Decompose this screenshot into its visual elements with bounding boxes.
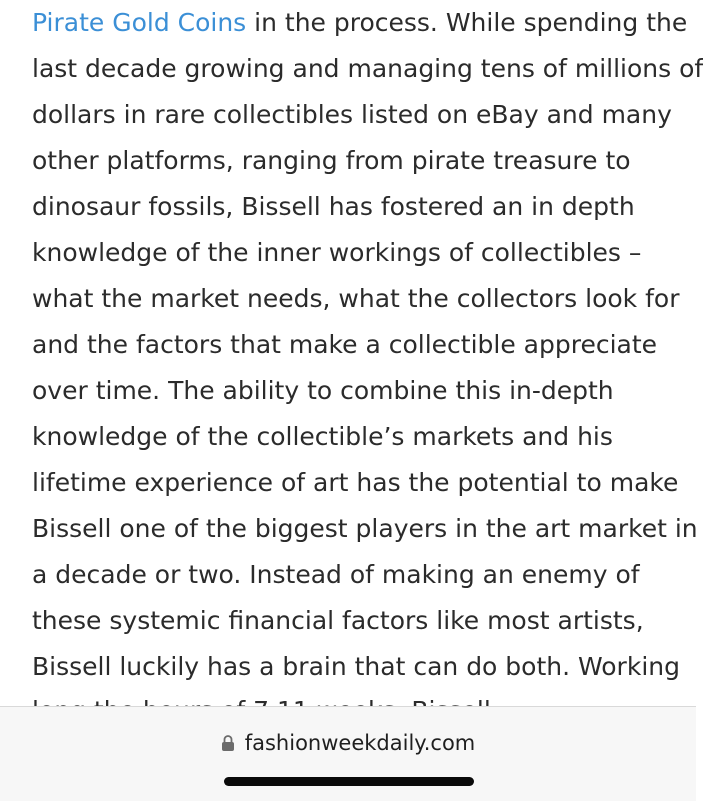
article-line-6: knowledge of the inner workings of collectibles –: [32, 238, 642, 267]
article-line-10: knowledge of the collectible’s markets and his: [32, 422, 613, 451]
browser-bottom-bar: [0, 706, 696, 801]
article-line-14: these systemic financial factors like most artists,: [32, 606, 644, 635]
lock-icon: [221, 734, 235, 752]
article-line-7: what the market needs, what the collectors look for: [32, 284, 680, 313]
article-line-12: Bissell one of the biggest players in the art market in: [32, 514, 698, 543]
article-line-3: dollars in rare collectibles listed on eBay and many: [32, 100, 672, 129]
url-text[interactable]: fashionweekdaily.com: [244, 731, 476, 755]
article-line-2: last decade growing and managing tens of millions of: [32, 54, 703, 83]
article-line-4: other platforms, ranging from pirate treasure to: [32, 146, 631, 175]
article-line-15: Bissell luckily has a brain that can do both. Working: [32, 652, 680, 681]
article-line-13: a decade or two. Instead of making an enemy of: [32, 560, 640, 589]
article-line-1-text: in the process. While spending the: [246, 8, 688, 37]
article-body: [32, 0, 703, 706]
home-indicator[interactable]: [224, 777, 474, 786]
article-line-1: [32, 0, 687, 46]
address-bar[interactable]: [0, 727, 696, 759]
article-line-9: over time. The ability to combine this in-depth: [32, 376, 614, 405]
article-line-8: and the factors that make a collectible appreciate: [32, 330, 658, 359]
article-line-11: lifetime experience of art has the potential to make: [32, 468, 679, 497]
article-line-5: dinosaur fossils, Bissell has fostered an in depth: [32, 192, 635, 221]
pirate-gold-coins-link[interactable]: Pirate Gold Coins: [32, 8, 247, 37]
